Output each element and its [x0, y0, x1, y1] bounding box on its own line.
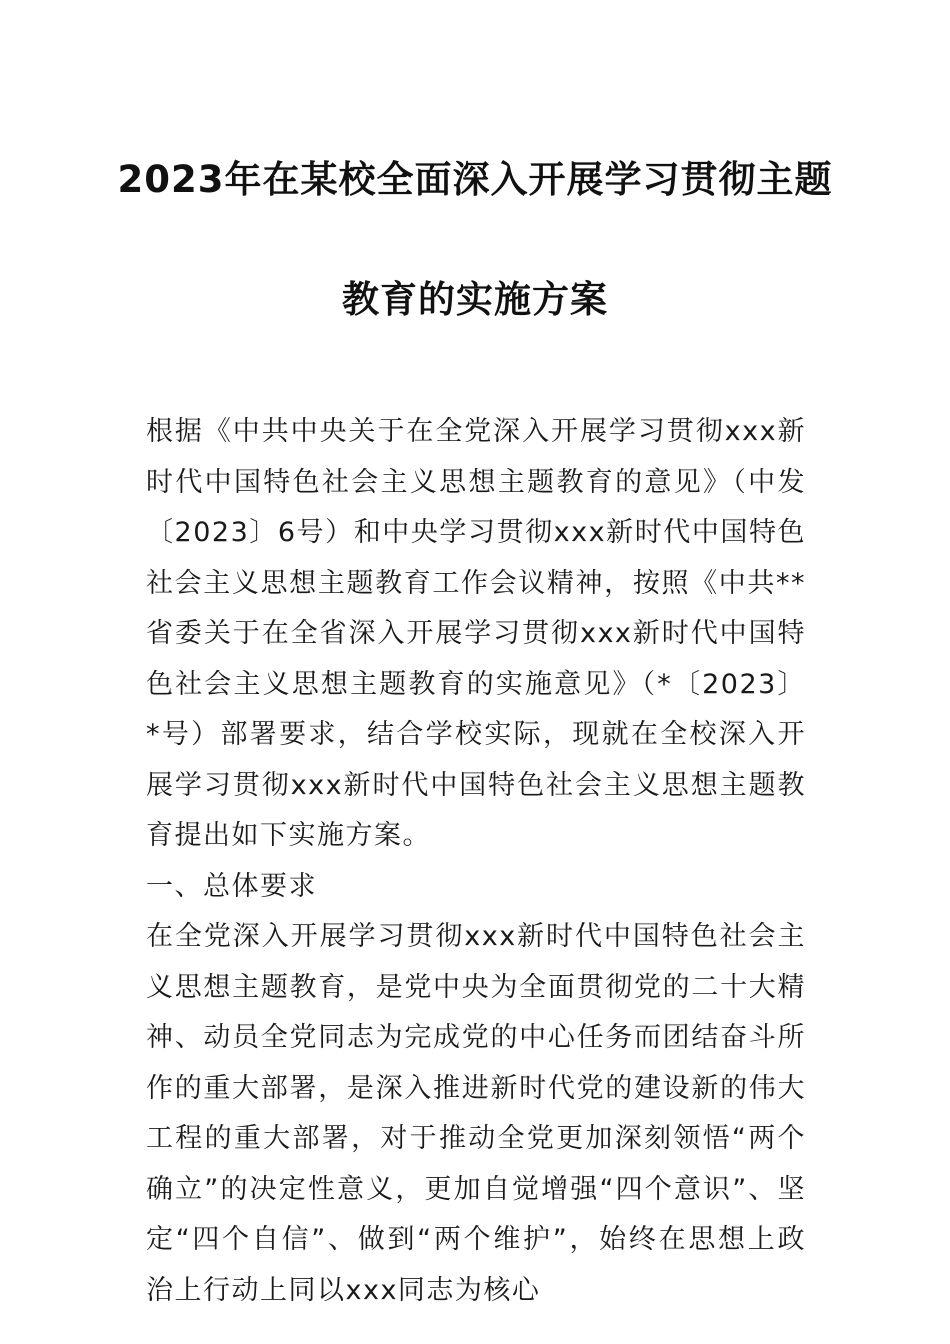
- body-paragraph: 在全党深入开展学习贯彻xxx新时代中国特色社会主义思想主题教育，是党中央为全面贯彻党的二十大精神、动员全党同志为完成党的中心任务而团结奋斗所作的重大部署，是深入推进新时代党的建设新的伟大工程的重大部署，对于推动全党更加深刻领悟“两个确立”的决定性意义，更加自觉增强“四个意识”、坚定“四个自信”、做到“两个维护”，始终在思想上政治上行动上同以xxx同志为核心: [146, 921, 806, 1306]
- intro-paragraph: 根据《中共中央关于在全党深入开展学习贯彻xxx新时代中国特色社会主义思想主题教育的意见》（中发〔2023〕6号）和中央学习贯彻xxx新时代中国特色社会主义思想主题教育工作会议精神，按照《中共**省委关于在全省深入开展学习贯彻xxx新时代中国特色社会主义思想主题教育的实施意见》（*〔2023〕*号）部署要求，结合学校实际，现就在全校深入开展学习贯彻xxx新时代中国特色社会主义思想主题教育提出如下实施方案。: [146, 416, 806, 851]
- document-title-line-1: 2023年在某校全面深入开展学习贯彻主题: [117, 158, 833, 201]
- document-body: [146, 407, 806, 1316]
- section-heading-general-requirements: 一、总体要求: [146, 870, 317, 902]
- document-title-line-2: 教育的实施方案: [342, 278, 608, 321]
